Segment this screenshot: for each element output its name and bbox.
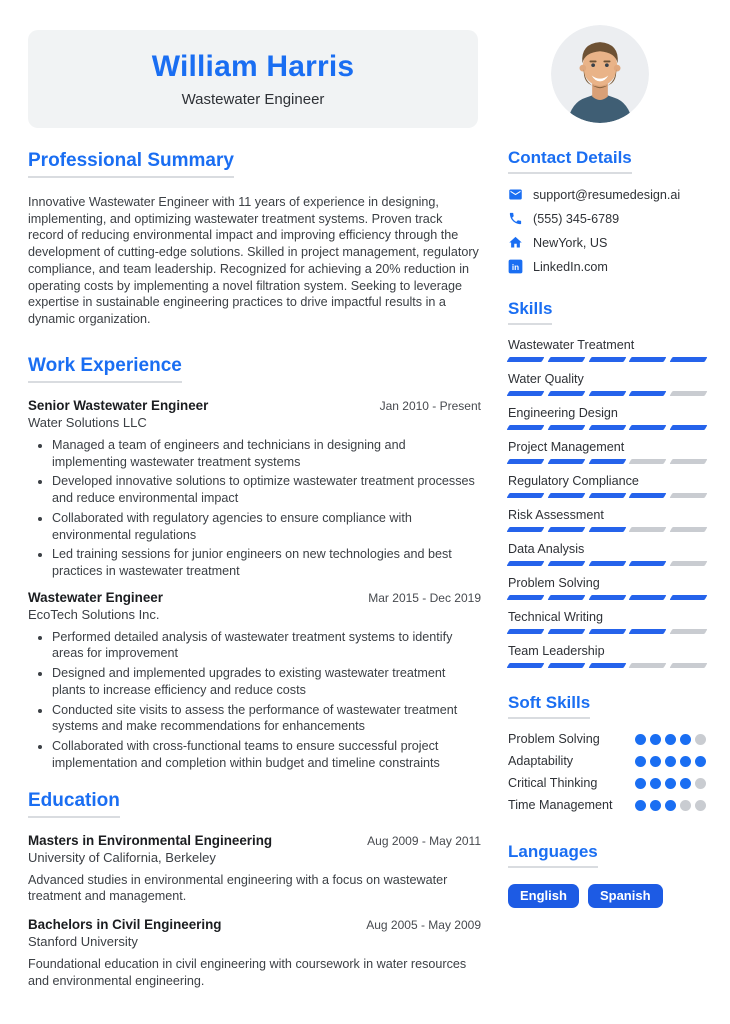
skill-item [508, 440, 706, 464]
skill-meter [508, 425, 706, 430]
skill-meter-segment [507, 357, 545, 362]
skill-name: Wastewater Treatment [508, 338, 635, 352]
soft-skill-dot [680, 756, 691, 767]
person-name: William Harris [151, 50, 355, 83]
soft-skill-dot [695, 800, 706, 811]
skill-meter-segment [507, 527, 545, 532]
job-bullet: • Collaborated with regulatory agencies to ensure compliance with environmental regulations [52, 510, 481, 543]
skill-item [508, 372, 706, 396]
job-bullet-list [28, 629, 481, 772]
skill-meter-segment [588, 527, 626, 532]
skill-meter [508, 493, 706, 498]
soft-skill-item [508, 754, 706, 768]
soft-skill-item [508, 776, 706, 790]
skill-meter-segment [507, 425, 545, 430]
education-description: Foundational education in civil engineering with coursework in water resources and environmental engineering. [28, 957, 467, 988]
language-chip: Spanish [588, 884, 663, 908]
job-header [28, 590, 481, 605]
skill-meter-segment [670, 629, 708, 634]
contact-text: NewYork, US [533, 235, 608, 250]
job-dates: Mar 2015 - Dec 2019 [368, 590, 481, 605]
skill-meter-segment [547, 391, 585, 396]
section-work-experience [28, 355, 481, 772]
skill-meter-segment [629, 527, 667, 532]
profile-photo-illustration [551, 25, 649, 123]
skill-name: Technical Writing [508, 610, 603, 624]
soft-skill-dots [635, 756, 706, 767]
skill-list [508, 338, 706, 668]
soft-skill-dot [665, 800, 676, 811]
skill-meter [508, 391, 706, 396]
skill-meter-segment [547, 493, 585, 498]
education-header [28, 917, 481, 932]
skill-meter [508, 527, 706, 532]
education-header [28, 833, 481, 848]
contact-item[interactable] [508, 187, 706, 202]
skill-meter-segment [629, 391, 667, 396]
skill-name: Team Leadership [508, 644, 605, 658]
skill-meter-segment [507, 493, 545, 498]
skill-meter-segment [629, 629, 667, 634]
skill-meter-segment [547, 527, 585, 532]
soft-skill-item [508, 798, 706, 812]
summary-heading: Professional Summary [28, 150, 234, 178]
contact-text: support@resumedesign.ai [533, 187, 681, 202]
soft-skill-dot [695, 756, 706, 767]
soft-skill-dot [665, 756, 676, 767]
soft-skill-dot [680, 734, 691, 745]
skill-meter-segment [507, 459, 545, 464]
main-column [28, 150, 481, 1008]
soft-skill-dot [695, 734, 706, 745]
skill-meter-segment [629, 459, 667, 464]
contact-list [508, 187, 706, 274]
section-soft-skills [508, 693, 706, 812]
skill-item [508, 406, 706, 430]
skill-meter-segment [507, 595, 545, 600]
skill-meter [508, 629, 706, 634]
school-name: Stanford University [28, 934, 138, 950]
svg-text:in: in [511, 262, 520, 272]
soft-skill-dots [635, 800, 706, 811]
summary-text: Innovative Wastewater Engineer with 11 years of experience in designing, implementing, and optimizing wastewater treatment systems. Proven track record of reducing environmental impact and improving efficiency through the development of cutting-edge solutions. Skilled in project management, regulatory compliance, and team leadership. Recognized for achieving a 20% reduction in operating costs by implementing a novel filtration system. Seeking to leverage expertise in sustainable engineering practices to drive impactful results in a dynamic organization. [28, 195, 479, 327]
job-title: Senior Wastewater Engineer [28, 397, 209, 413]
skill-name: Engineering Design [508, 406, 618, 420]
skill-meter-segment [547, 357, 585, 362]
languages-heading: Languages [508, 842, 598, 868]
school-name: University of California, Berkeley [28, 849, 216, 865]
skill-meter [508, 459, 706, 464]
soft-skill-name: Adaptability [508, 754, 574, 768]
soft-skill-dot [635, 756, 646, 767]
job-bullet: • Developed innovative solutions to optimize wastewater treatment processes and reduce environmental impact [52, 473, 481, 506]
skill-meter-segment [670, 561, 708, 566]
soft-skill-dot [635, 800, 646, 811]
section-languages [508, 842, 706, 908]
soft-skills-heading: Soft Skills [508, 693, 590, 719]
job-bullet: • Conducted site visits to assess the performance of wastewater treatment systems and make recommendations for enhancements [52, 702, 481, 735]
job-bullet: • Led training sessions for junior engineers on new technologies and best practices in wastewater treatment [52, 546, 481, 579]
contact-text: (555) 345-6789 [533, 211, 620, 226]
skill-meter-segment [588, 425, 626, 430]
soft-skill-item [508, 732, 706, 746]
soft-skill-dot [650, 734, 661, 745]
degree-title: Bachelors in Civil Engineering [28, 917, 222, 933]
job-bullet: • Collaborated with cross-functional teams to ensure successful project implementation and completion within budget and timeline constraints [52, 738, 481, 771]
skill-item [508, 542, 706, 566]
skill-meter-segment [588, 595, 626, 600]
soft-skill-list [508, 732, 706, 812]
education-entry [28, 917, 481, 989]
soft-skill-name: Problem Solving [508, 732, 600, 746]
contact-item[interactable] [508, 259, 706, 274]
soft-skill-dots [635, 734, 706, 745]
education-entry [28, 833, 481, 905]
language-chip: English [508, 884, 579, 908]
job-bullet: • Managed a team of engineers and technicians in designing and implementing wastewater treatment systems [52, 437, 481, 470]
section-professional-summary [28, 150, 481, 328]
skill-meter-segment [670, 663, 708, 668]
education-description: Advanced studies in environmental engineering with a focus on wastewater treatment and management. [28, 872, 448, 904]
soft-skill-dot [650, 756, 661, 767]
skill-meter-segment [670, 595, 708, 600]
section-skills [508, 299, 706, 668]
skill-meter-segment [670, 357, 708, 362]
skill-meter-segment [670, 493, 708, 498]
skill-meter-segment [629, 493, 667, 498]
section-education [28, 790, 481, 990]
job-bullet: • Designed and implemented upgrades to existing wastewater treatment plants to increase efficiency and reduce costs [52, 665, 481, 698]
skill-meter-segment [547, 629, 585, 634]
skill-meter-segment [588, 561, 626, 566]
profile-photo [551, 25, 649, 123]
skill-name: Problem Solving [508, 576, 600, 590]
skill-meter [508, 595, 706, 600]
skill-meter-segment [507, 391, 545, 396]
contact-item [508, 211, 706, 226]
soft-skill-dot [635, 778, 646, 789]
skill-meter-segment [629, 425, 667, 430]
soft-skill-name: Critical Thinking [508, 776, 598, 790]
skill-item [508, 338, 706, 362]
soft-skill-dot [635, 734, 646, 745]
home-icon [508, 235, 523, 250]
skill-name: Regulatory Compliance [508, 474, 639, 488]
skill-meter-segment [629, 663, 667, 668]
job-company: EcoTech Solutions Inc. [28, 606, 160, 622]
skill-meter-segment [547, 459, 585, 464]
skill-meter-segment [588, 629, 626, 634]
education-dates: Aug 2009 - May 2011 [367, 833, 481, 848]
skill-name: Risk Assessment [508, 508, 604, 522]
skill-item [508, 644, 706, 668]
soft-skill-dot [650, 800, 661, 811]
education-heading: Education [28, 790, 120, 818]
soft-skill-dot [680, 800, 691, 811]
soft-skill-dots [635, 778, 706, 789]
skill-meter-segment [629, 561, 667, 566]
skill-name: Project Management [508, 440, 625, 454]
skill-meter-segment [507, 663, 545, 668]
education-dates: Aug 2005 - May 2009 [366, 918, 481, 933]
job-entry [28, 398, 481, 580]
skill-name: Water Quality [508, 372, 584, 386]
skill-item [508, 576, 706, 600]
skill-meter-segment [629, 595, 667, 600]
person-job-title: Wastewater Engineer [181, 91, 325, 108]
job-bullet-list [28, 437, 481, 580]
skill-meter-segment [507, 561, 545, 566]
job-title: Wastewater Engineer [28, 589, 163, 605]
section-contact-details [508, 148, 706, 274]
soft-skill-dot [680, 778, 691, 789]
skill-meter-segment [547, 561, 585, 566]
sidebar [508, 148, 706, 933]
soft-skill-name: Time Management [508, 798, 613, 812]
skill-meter-segment [588, 391, 626, 396]
job-entry [28, 590, 481, 772]
skill-meter [508, 561, 706, 566]
skill-meter [508, 663, 706, 668]
phone-icon [508, 211, 523, 226]
skill-meter-segment [588, 459, 626, 464]
linkedin-icon [508, 259, 523, 274]
skill-meter-segment [670, 459, 708, 464]
contact-text: LinkedIn.com [533, 259, 608, 274]
soft-skill-dot [665, 778, 676, 789]
skill-item [508, 508, 706, 532]
skill-item [508, 474, 706, 498]
education-list [28, 833, 481, 990]
skill-meter-segment [588, 493, 626, 498]
skill-meter-segment [670, 527, 708, 532]
email-icon [508, 187, 523, 202]
contact-item [508, 235, 706, 250]
skill-meter [508, 357, 706, 362]
skill-meter-segment [507, 629, 545, 634]
skill-meter-segment [547, 663, 585, 668]
soft-skill-dot [650, 778, 661, 789]
job-list [28, 398, 481, 772]
header-card [28, 30, 478, 128]
skills-heading: Skills [508, 299, 552, 325]
skill-name: Data Analysis [508, 542, 585, 556]
skill-meter-segment [547, 425, 585, 430]
soft-skill-dot [665, 734, 676, 745]
contact-heading: Contact Details [508, 148, 632, 174]
skill-item [508, 610, 706, 634]
job-dates: Jan 2010 - Present [379, 398, 481, 413]
skill-meter-segment [588, 663, 626, 668]
job-header [28, 398, 481, 413]
skill-meter-segment [670, 425, 708, 430]
degree-title: Masters in Environmental Engineering [28, 832, 273, 848]
job-company: Water Solutions LLC [28, 414, 147, 430]
language-chip-list [508, 884, 706, 908]
work-heading: Work Experience [28, 355, 182, 383]
skill-meter-segment [547, 595, 585, 600]
soft-skill-dot [695, 778, 706, 789]
job-bullet: • Performed detailed analysis of wastewater treatment systems to identify areas for improvement [52, 629, 481, 662]
skill-meter-segment [629, 357, 667, 362]
skill-meter-segment [670, 391, 708, 396]
skill-meter-segment [588, 357, 626, 362]
